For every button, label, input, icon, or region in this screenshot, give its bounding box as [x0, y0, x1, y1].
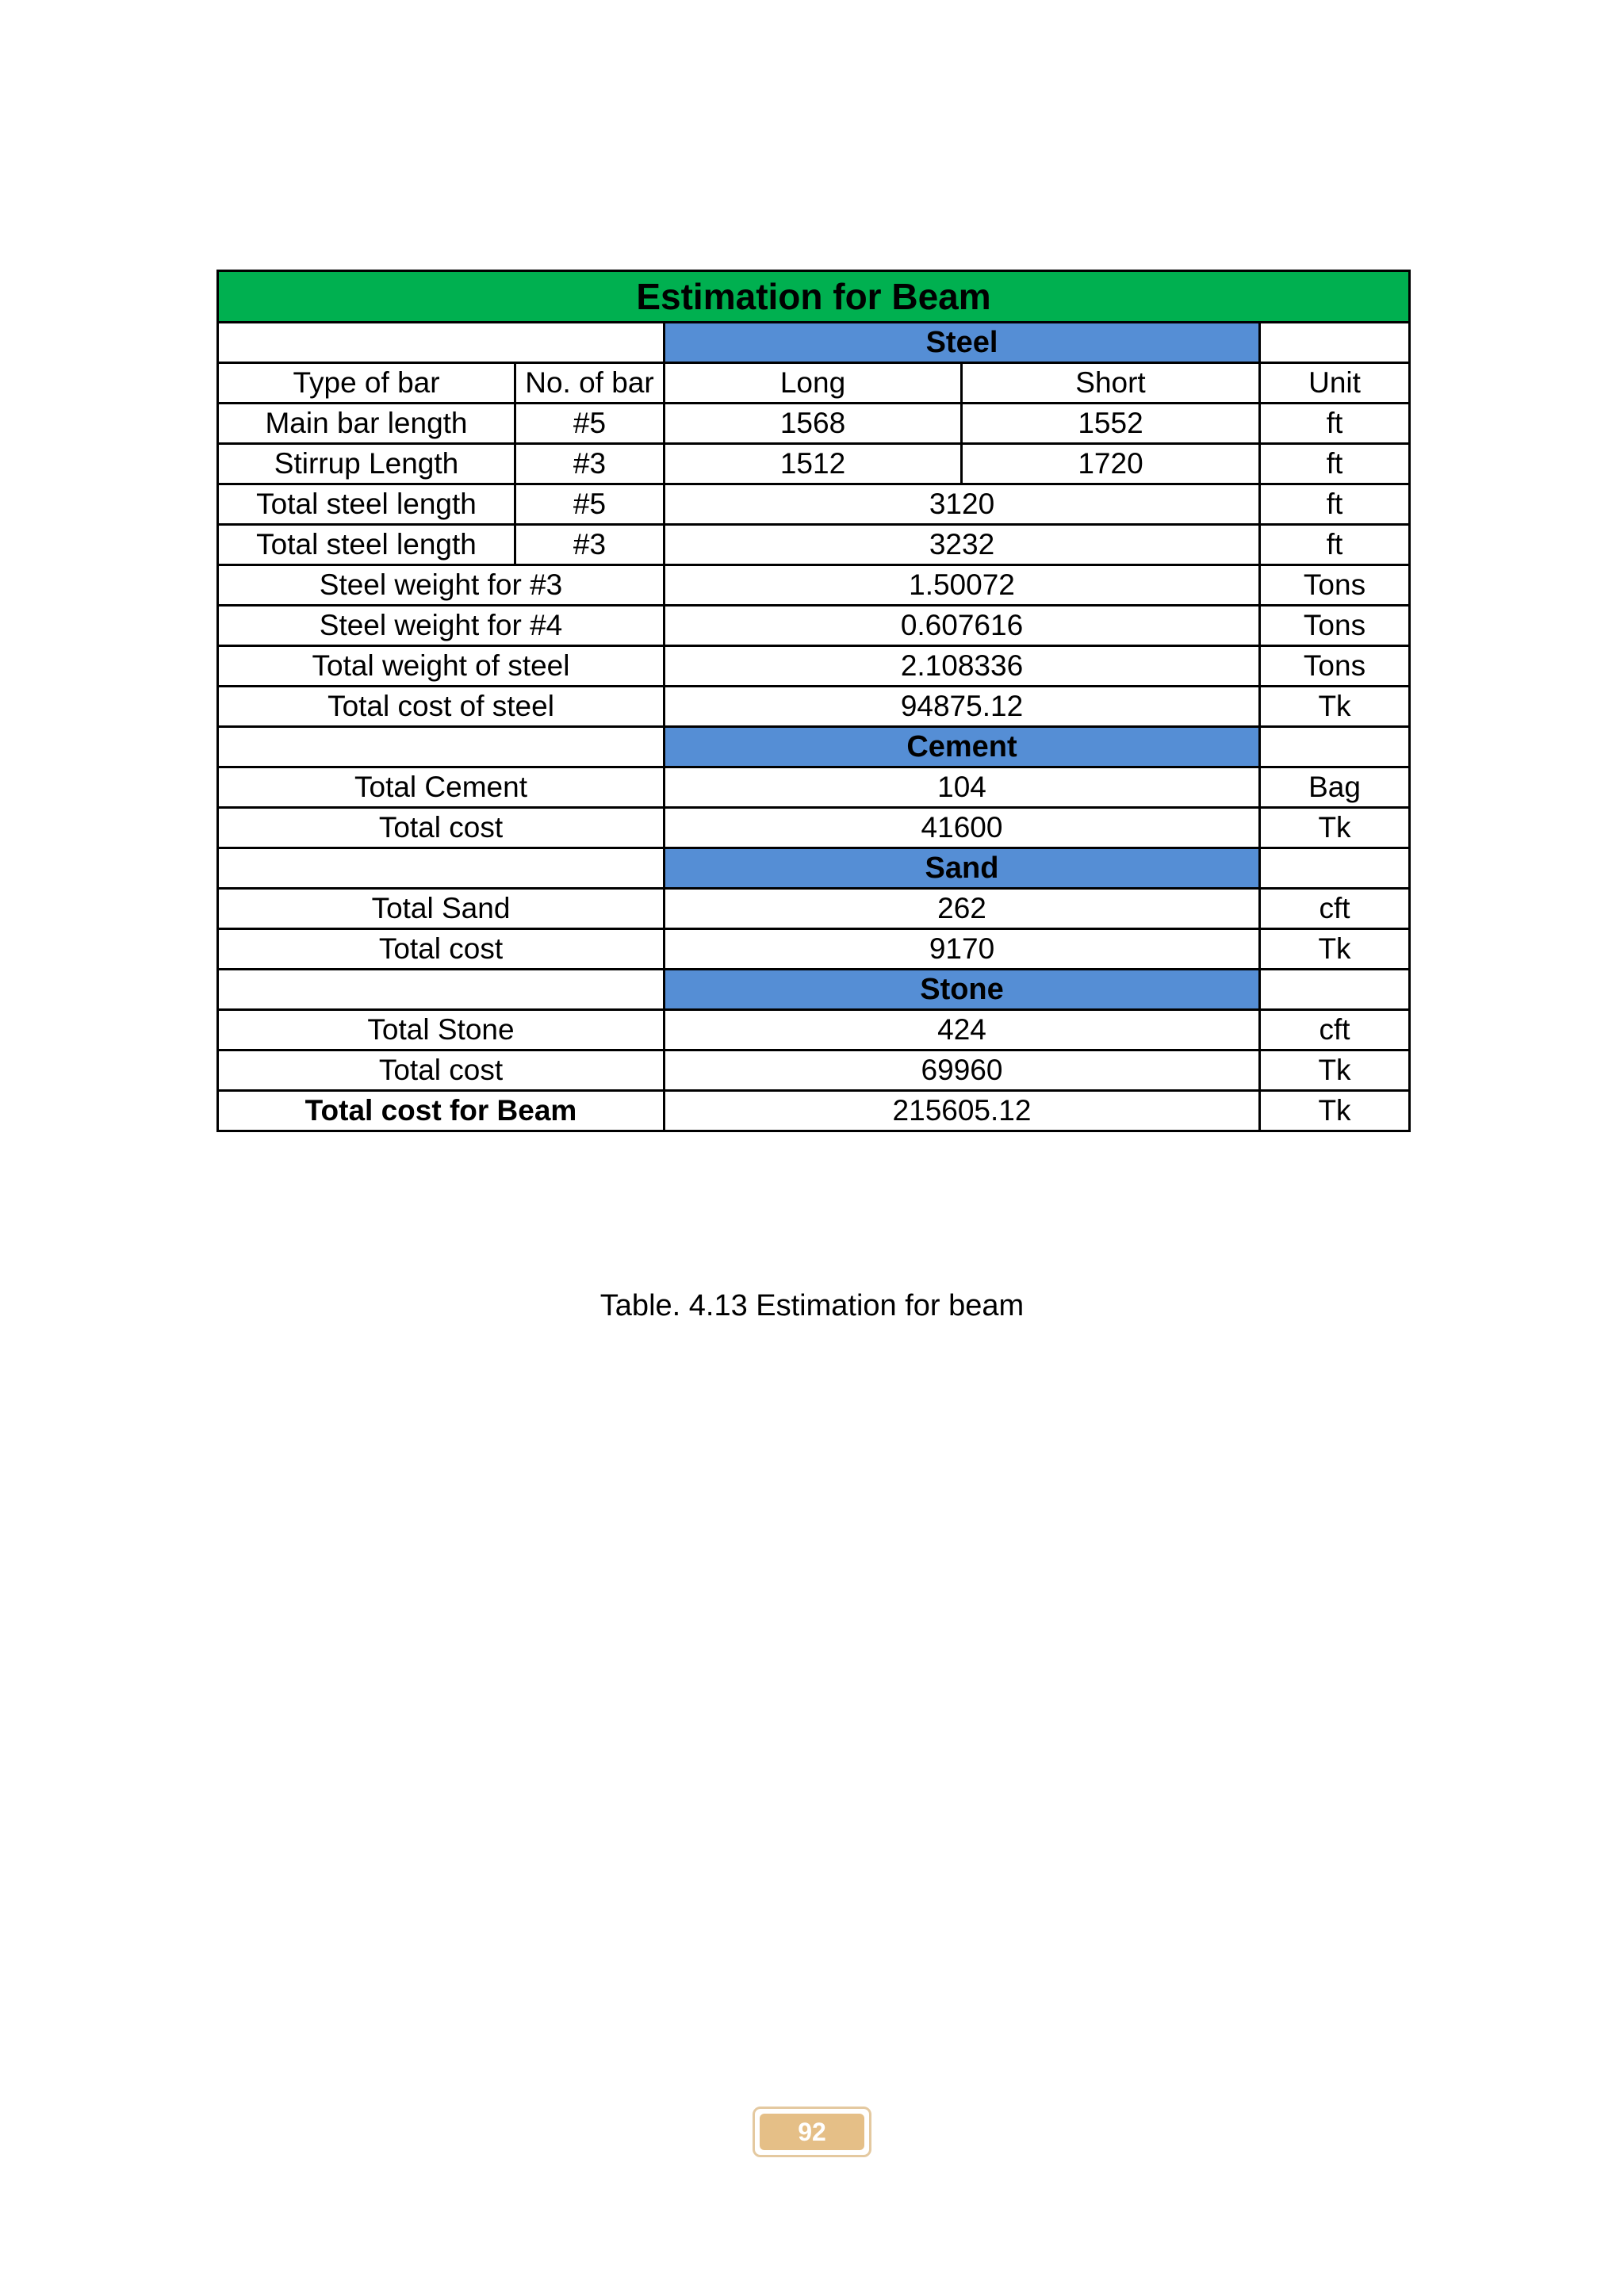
row-label: Total weight of steel [218, 646, 665, 687]
bar-size: #3 [515, 525, 665, 565]
value-cell: 0.607616 [665, 606, 1260, 646]
grand-total-label: Total cost for Beam [218, 1091, 665, 1131]
short-value: 1552 [962, 404, 1260, 444]
section-header-steel: Steel [665, 323, 1260, 363]
value-cell: 424 [665, 1010, 1260, 1050]
table-row [218, 646, 1410, 687]
table-row [218, 404, 1410, 444]
unit-cell: Tk [1260, 687, 1410, 727]
cement-section-row [218, 727, 1410, 767]
grand-total-value: 215605.12 [665, 1091, 1260, 1131]
row-label: Total Cement [218, 767, 665, 808]
table-title: Estimation for Beam [218, 271, 1410, 323]
unit-cell: Tons [1260, 565, 1410, 606]
unit-cell: Tk [1260, 1050, 1410, 1091]
unit-cell: Tk [1260, 1091, 1410, 1131]
table-row [218, 1050, 1410, 1091]
header-long: Long [665, 363, 962, 404]
value-cell: 262 [665, 889, 1260, 929]
table-row [218, 767, 1410, 808]
table-row [218, 525, 1410, 565]
header-unit: Unit [1260, 363, 1410, 404]
short-value: 1720 [962, 444, 1260, 484]
column-header-row [218, 363, 1410, 404]
row-label: Steel weight for #4 [218, 606, 665, 646]
stone-section-row [218, 970, 1410, 1010]
empty-cell [1260, 848, 1410, 889]
value-cell: 1.50072 [665, 565, 1260, 606]
row-label: Total cost [218, 1050, 665, 1091]
table-row [218, 484, 1410, 525]
empty-cell [1260, 323, 1410, 363]
row-label: Total Stone [218, 1010, 665, 1050]
table-row [218, 808, 1410, 848]
bar-size: #5 [515, 404, 665, 444]
empty-cell [218, 727, 665, 767]
row-label: Steel weight for #3 [218, 565, 665, 606]
long-value: 1512 [665, 444, 962, 484]
unit-cell: cft [1260, 889, 1410, 929]
section-header-cement: Cement [665, 727, 1260, 767]
table-row [218, 687, 1410, 727]
unit-cell: ft [1260, 484, 1410, 525]
row-label: Main bar length [218, 404, 515, 444]
value-cell: 104 [665, 767, 1260, 808]
section-header-stone: Stone [665, 970, 1260, 1010]
row-label: Total cost [218, 929, 665, 970]
page-number-badge [753, 2107, 871, 2157]
table-row [218, 565, 1410, 606]
long-value: 1568 [665, 404, 962, 444]
row-label: Total steel length [218, 525, 515, 565]
empty-cell [218, 848, 665, 889]
unit-cell: Tk [1260, 929, 1410, 970]
steel-section-row [218, 323, 1410, 363]
empty-cell [1260, 727, 1410, 767]
value-cell: 9170 [665, 929, 1260, 970]
row-label: Total cost [218, 808, 665, 848]
value-cell: 69960 [665, 1050, 1260, 1091]
header-short: Short [962, 363, 1260, 404]
row-label: Total steel length [218, 484, 515, 525]
section-header-sand: Sand [665, 848, 1260, 889]
row-label: Total cost of steel [218, 687, 665, 727]
empty-cell [218, 323, 665, 363]
empty-cell [218, 970, 665, 1010]
unit-cell: ft [1260, 404, 1410, 444]
grand-total-row [218, 1091, 1410, 1131]
sand-section-row [218, 848, 1410, 889]
bar-size: #5 [515, 484, 665, 525]
unit-cell: ft [1260, 525, 1410, 565]
header-type-of-bar: Type of bar [218, 363, 515, 404]
table-row [218, 606, 1410, 646]
table-row [218, 929, 1410, 970]
row-label: Total Sand [218, 889, 665, 929]
header-no-of-bar: No. of bar [515, 363, 665, 404]
value-cell: 94875.12 [665, 687, 1260, 727]
unit-cell: ft [1260, 444, 1410, 484]
table-row [218, 889, 1410, 929]
unit-cell: Bag [1260, 767, 1410, 808]
unit-cell: cft [1260, 1010, 1410, 1050]
table-row [218, 1010, 1410, 1050]
unit-cell: Tons [1260, 646, 1410, 687]
unit-cell: Tons [1260, 606, 1410, 646]
value-cell: 3120 [665, 484, 1260, 525]
value-cell: 2.108336 [665, 646, 1260, 687]
row-label: Stirrup Length [218, 444, 515, 484]
table-caption: Table. 4.13 Estimation for beam [599, 1289, 1025, 1322]
table-title-row [218, 271, 1410, 323]
table-row [218, 444, 1410, 484]
empty-cell [1260, 970, 1410, 1010]
value-cell: 41600 [665, 808, 1260, 848]
page-number: 92 [760, 2114, 864, 2150]
beam-estimation-table [216, 270, 1411, 1132]
bar-size: #3 [515, 444, 665, 484]
unit-cell: Tk [1260, 808, 1410, 848]
value-cell: 3232 [665, 525, 1260, 565]
